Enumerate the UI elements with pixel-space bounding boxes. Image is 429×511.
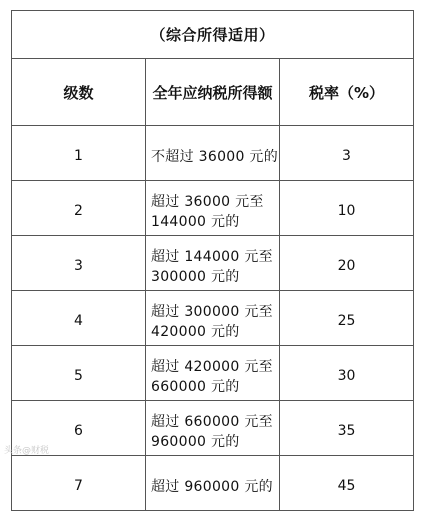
level-cell: 3 [12,236,146,291]
table-row [12,346,414,401]
income-cell: 超过 144000 元至 300000 元的 [146,236,280,291]
income-cell: 超过 420000 元至 660000 元的 [146,346,280,401]
level-cell: 6 [12,401,146,456]
income-cell: 不超过 36000 元的 [146,126,280,181]
rate-cell: 45 [280,456,414,511]
level-cell: 5 [12,346,146,401]
watermark-text: 头条@财税 [4,446,50,456]
table-row [12,456,414,511]
rate-cell: 30 [280,346,414,401]
table-row [12,126,414,181]
income-cell: 超过 36000 元至 144000 元的 [146,181,280,236]
level-cell: 2 [12,181,146,236]
level-cell: 4 [12,291,146,346]
header-row [12,59,414,126]
table-row [12,181,414,236]
rate-cell: 25 [280,291,414,346]
header-rate: 税率（%） [280,59,414,126]
rate-cell: 10 [280,181,414,236]
rate-cell: 35 [280,401,414,456]
header-level: 级数 [12,59,146,126]
rate-cell: 3 [280,126,414,181]
level-cell: 1 [12,126,146,181]
income-cell: 超过 960000 元的 [146,456,280,511]
level-cell: 7 [12,456,146,511]
income-cell: 超过 300000 元至 420000 元的 [146,291,280,346]
table-row [12,236,414,291]
income-cell: 超过 660000 元至 960000 元的 [146,401,280,456]
title-row [12,11,414,59]
header-income: 全年应纳税所得额 [146,59,280,126]
table-row [12,291,414,346]
rate-cell: 20 [280,236,414,291]
table-title: （综合所得适用） [12,11,414,59]
table-row [12,401,414,456]
tax-rate-table [11,10,414,511]
